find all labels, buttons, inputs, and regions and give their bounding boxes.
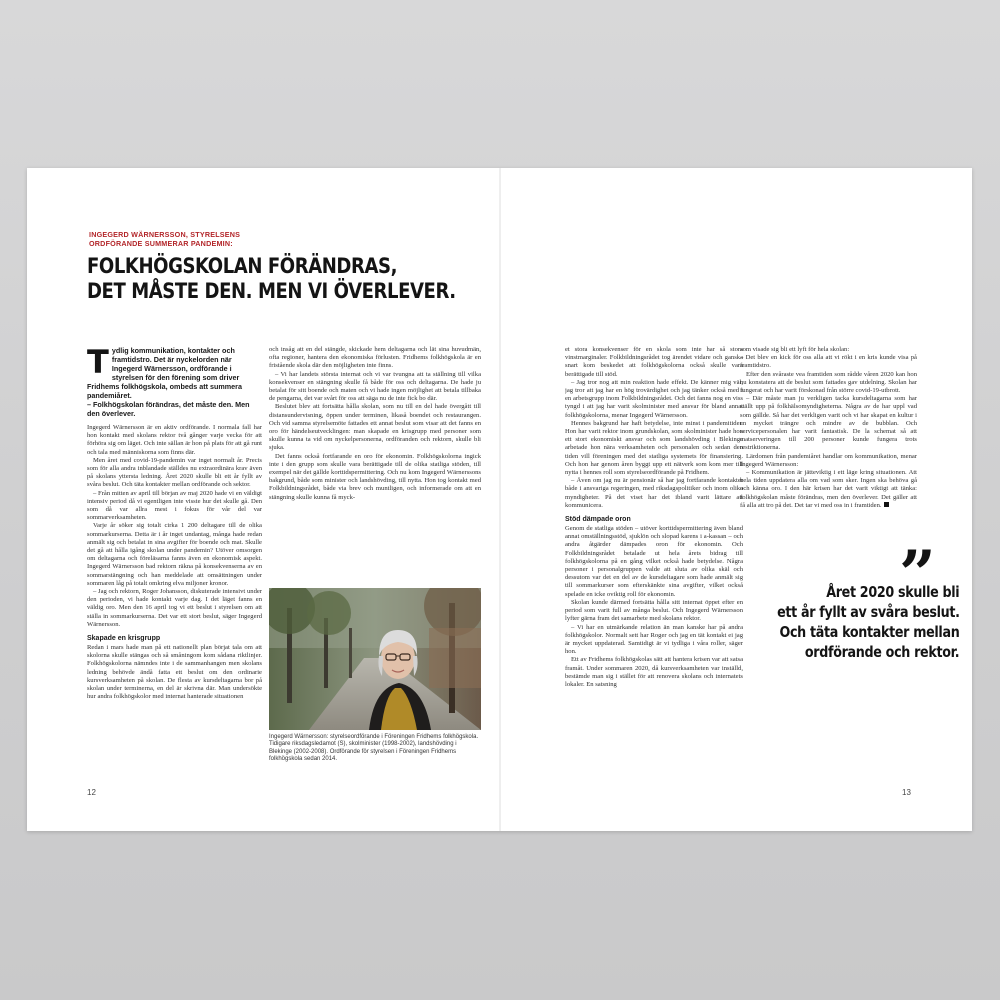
body-paragraph: Skolan kunde därmed fortsätta hålla sitt internat öppet efter en period som varit full av många beslut. Och Ingegerd Wärnersson lyfter gärna fram det samarbete med skolans rektor.	[565, 598, 743, 623]
body-paragraph: Hennes bakgrund har haft betydelse, inte minst i pandemitider. Hon har varit rektor inom grundskolan, som skolminister hade hon ett stort ekonomiskt ansvar och som landshövding i Blekinge arbetade hon nära verksamheten och personalen och sedan den tiden vill föreningen med det statliga systemets för finansiering. Och hon har genom åren byggt upp ett nätverk som kom mer till nytta i hennes roll som styrelseordförande på Fridhem.	[565, 419, 743, 477]
body-paragraph: Beslutet blev att fortsätta hålla skolan, som nu till en del hade övergått till distansundervisning, öppen under terminen, likaså boendet och restaurangen. Och vid samma styrelsemöte fattades ett annat beslut som visar att det fanns en oro för händelseutvecklingen: man skapade en krisgrupp med personer som skulle kunna ta vid om nyckelpersonerna, ordföranden och rektorn, skulle bli sjuka.	[269, 403, 481, 452]
column-2	[269, 346, 481, 582]
closing-quote-text: – Kommunikation är jätteviktig i ett läge kring situationen. Att hela tiden uppdatera alla om vad som sker. Ingen ska behöva gå och känna oro. I den här krisen har det varit viktigt att tänka: folkhögskolan måste förändras, men den överlever. Det gäller att få alla att tro på det. Det tar vi med oss in i framtiden.	[740, 469, 917, 509]
page-number-right: 13	[902, 788, 911, 797]
body-paragraph: – Jag tror nog att min reaktion hade effekt. De känner mig väl, jag tror att jag har en hög trovärdighet och jag tänker också med i en arbetsgrupp inom Folkbildningsrådet. Och det fanns nog en viss tyngd i att jag har varit skolminister med ansvar för bland annat folkhögskolorna, menar Ingegerd Wärnersson.	[565, 378, 743, 419]
portrait-photo	[269, 588, 481, 730]
magazine-spread	[27, 168, 972, 831]
subheading: Stöd dämpade oron	[565, 516, 631, 524]
quote-mark-icon: ”	[899, 537, 936, 612]
headline	[87, 254, 456, 304]
body-paragraph: som visade sig bli ett lyft för hela skolan:	[740, 346, 850, 353]
body-paragraph: och insåg att en del stängde, skickade hem deltagarna och lät sina huvudmän, ofta regioner, hantera den ekonomiska förlusten. Fridhems folkhögskola är en fristående skola där den möjligheten inte finns.	[269, 346, 481, 370]
body-paragraph: Varje år söker sig totalt cirka 1 200 deltagare till de olika sommarkurserna. Detta är i år inget undantag, många hade redan anmält sig och betalat in sina avgifter för boende och mat. Skulle det gå att hålla igång skolan under pandemin? Utöver omsorgen om deltagarna och föreläsarna fanns även en ekonomisk aspekt. Ingegerd Wärnersson bad rektorn räkna på konsekvenserna av en sommarstängning och han meddelade att omsättningen under sommaren låg på totalt omkring elva miljoner kronor.	[87, 522, 262, 587]
body-paragraph: Ingegerd Wärnersson är en aktiv ordförande. I normala fall har hon kontakt med skolans rektor två gånger varje vecka för att förhöra sig om läget. Och inte sällan är hon på plats för att gå runt och tala med människorna som finns där.	[87, 424, 262, 456]
headline-line-2: DET MÅSTE DEN. MEN VI ÖVERLEVER.	[87, 279, 456, 303]
kicker	[89, 230, 329, 248]
page-number-left: 12	[87, 788, 96, 797]
body-paragraph: et stora konsekvenser för en skola som inte har så stora vinstmarginaler. Folkbildningsrådet tog ärendet vidare och ganska snart kom beskedet att folkhögskolorna också skulle vara berättigade till stöd.	[565, 346, 743, 378]
lead-quote: – Folkhögskolan förändras, det måste den. Men den överlever.	[87, 400, 250, 418]
body-paragraph: – Där måste man ju verkligen tacka kursdeltagarna som har ställt upp på folkhälsomyndigheterna. Några av de har uppl vad som gällde. Så har det verkligen varit och vi har skapat en kultur i en mycket trängre och mindre av de bubblan. Och servicepersonalen har varit fantastisk. De la schemat så att matserveringen till 200 personer kunde fungera trots restriktionerna.	[740, 395, 917, 452]
body-paragraph: Det fanns också fortfarande en oro för ekonomin. Folkhögskolorna ingick inte i den grupp som skulle vara berättigade till de olika statliga stöden, till exempel när det gällde korttidspermittering. Och nu kom Ingegerd Wärnerssons bakgrund, både som minister och landshövding, till nytta. Hon tog kontakt med Folkbildningsrådet, både via brev och muntligen, och informerade om att en stängning skulle kunna få myck-	[269, 452, 481, 501]
lead-paragraph	[87, 346, 262, 418]
photo-caption: Ingegerd Wärnersson: styrelseordförande i Föreningen Fridhems folkhögskola. Tidigare riksdagsledamot (S), skolminister (1998-2002), landshövding i Blekinge (2002-2008). Ordförande för styrelsen i Föreningen Fridhems folkhögskola sedan 2014.	[269, 734, 479, 763]
column-4	[740, 346, 917, 546]
body-paragraph: Lärdomen från pandemiåret handlar om kommunikation, menar Ingegerd Wärnersson:	[740, 452, 917, 468]
column-1	[87, 346, 262, 776]
body-paragraph: – Jag och rektorn, Roger Johansson, diskuterade intensivt under den perioden, vi hade kontakt varje dag. I det läget fanns en väldig oro. Men den 16 april tog vi ett beslut i styrelsen om att ställa in sommarkurserna. Det var ett stort beslut, säger Ingegerd Wärnersson.	[87, 588, 262, 628]
spine-gutter	[499, 168, 501, 831]
body-paragraph: Genom de statliga stöden – utöver korttidspermittering även bland annat omställningsstöd, sjuklön och slopad karens i a-kassan – och andra åtgärder dämpades oron för ekonomin. Och Folkbildningsrådet betalade ut hela årets bidrag till folkhögskolorna på en gång vilket också hade betydelse. Några personer i personalgruppen valde att sluta av olika skäl och dessutom var det en del av de kursdeltagare som hade anmält sig till sommarkurser som efterskänkte sina avgifter, vilket också spelade en icke oviktig roll för ekonomin.	[565, 525, 743, 598]
body-paragraph: Men året med covid-19-pandemin var inget normalt år. Precis som för alla andra inblandade ställdes nu extraordinära krav även på skolans yttersta ledning. Året 2020 skulle bli ett år fyllt av svåra beslut. Och täta kontakter mellan ordförande och sektor.	[87, 456, 262, 489]
body-paragraph	[740, 469, 917, 510]
body-paragraph: – Det blev en kick för oss alla att vi rökt i en kris kunde visa på framtidstro.	[740, 354, 917, 370]
kicker-line-2: ORDFÖRANDE SUMMERAR PANDEMIN:	[89, 239, 233, 248]
body-paragraph: – Från mitten av april till början av maj 2020 hade vi en väldigt intensiv period då vi egentligen inte visste hur det skulle gå. Den som då var allra mest i fokus för vår del var sommarverksamheten.	[87, 489, 262, 522]
body-paragraph: – Även om jag nu är pensionär så har jag fortfarande kontakter både i ansvariga regeringen, med riksdagspolitiker och inom olika myndigheter. På det viset har det ibland varit lättare att kommunicera.	[565, 477, 743, 509]
subheading: Skapade en krisgrupp	[87, 635, 161, 643]
body-paragraph: – Vi har landets största internat och vi var tvungna att ta ställning till vilka konsekvenser en stängning skulle få både för oss och deltagarna. De hade ju betalat för sitt boende och maten och vi hade ingen möjlighet att betala tillbaka de pengarna, det var svårt för oss att säga nu de inte fick bo där.	[269, 370, 481, 403]
pull-quote	[737, 582, 959, 662]
body-paragraph: Efter den svåraste vea framtiden som rådde våren 2020 kan hon nu konstatera att de beslut som fattades gav utdelning. Skolan har fungerat och har varit förskonad från större covid-19-utbrott.	[740, 370, 917, 395]
pull-quote-line-2: ett år fyllt av svåra beslut.	[777, 603, 960, 621]
column-3	[565, 346, 743, 776]
body-paragraph: Ett av Fridhems folkhögskolas sätt att hantera krisen var att satsa framåt. Under sommaren 2020, då kursverksamheten var inställd, bestämde man sig i stället för att renovera skolans och internatets lokaler. En satsning	[565, 656, 743, 688]
pull-quote-line-1: Året 2020 skulle bli	[825, 583, 959, 601]
end-mark-icon	[884, 502, 889, 507]
lead-text: ydlig kommunikation, kontakter och framtidstro. Det är nyckelorden när Ingegerd Wärnersson, ordförande i styrelsen för den förening som driver Fridhems folkhögskola, ombeds att summera pandemiåret.	[87, 346, 242, 400]
body-paragraph: – Vi har en utmärkande relation än man kanske har på andra folkhögskolor. Normalt sett har Roger och jag en tät kontakt ei jag är mycket uppdaterad. Samtidigt är vi tydliga i våra roller, säger hon.	[565, 623, 743, 656]
pull-quote-line-3: Och täta kontakter mellan	[779, 623, 959, 641]
headline-line-1: FOLKHÖGSKOLAN FÖRÄNDRAS,	[87, 254, 398, 278]
body-paragraph: Redan i mars hade man på ett nationellt plan börjat tala om att skolorna skulle stängas och så småningom kom sådana riktlinjer. Folkhögskolorna nämndes inte i de sammanhangen men skolans ledning behövde ändå fatta ett beslut om den ordinarie kursverksamheten på skolan. De flesta av kursdeltagarna bor på skolan under terminerna, en del är skrivna där. Man undersökte hur andra folkhögskolor med internat hanterade situationen	[87, 644, 262, 701]
pull-quote-line-4: ordförande och rektor.	[804, 643, 959, 661]
kicker-line-1: INGEGERD WÄRNERSSON, STYRELSENS	[89, 230, 241, 239]
drop-cap: T	[87, 346, 109, 381]
portrait-illustration	[269, 588, 481, 730]
